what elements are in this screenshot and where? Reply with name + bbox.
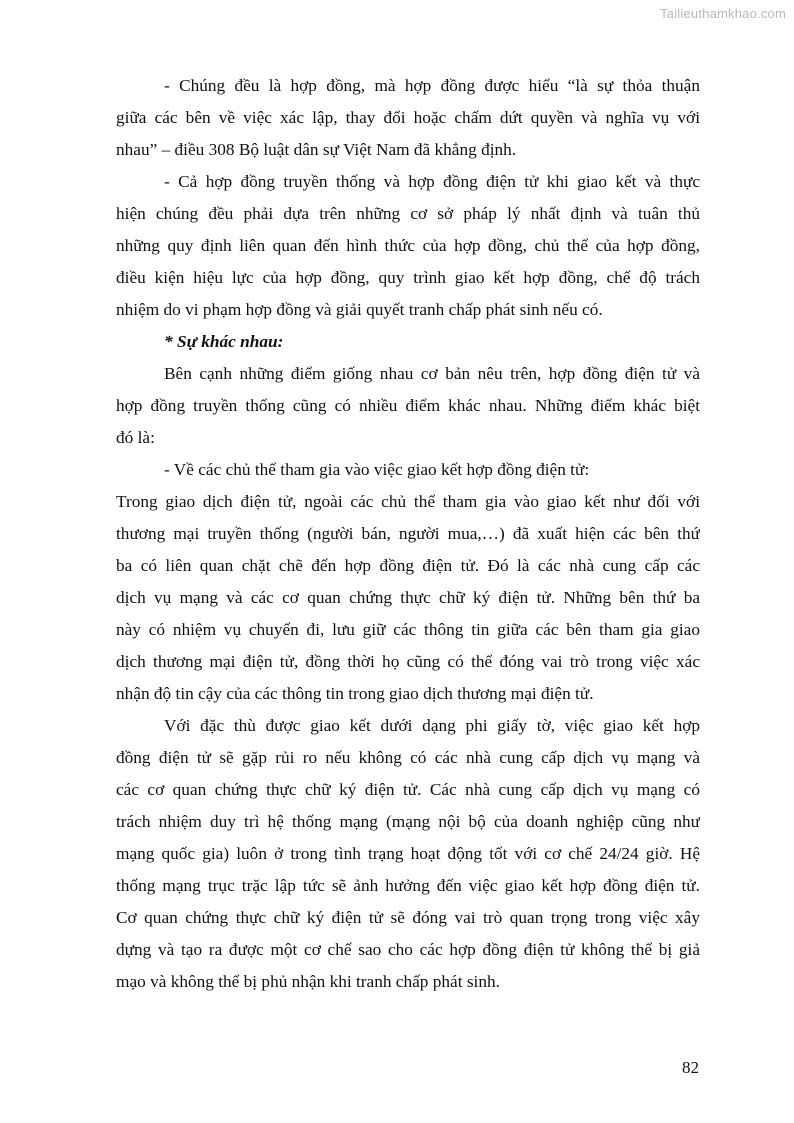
paragraph-line: - Về các chủ thể tham gia vào việc giao kết hợp đồng điện tử: — [164, 460, 590, 479]
paragraph-line: hợp đồng truyền thống cũng có nhiều điểm khác nhau. Những điểm khác biệt — [116, 396, 700, 415]
paragraph-line: ba có liên quan chặt chẽ đến hợp đồng điện tử. Đó là các nhà cung cấp các — [116, 556, 700, 575]
paragraph-line: - Chúng đều là hợp đồng, mà hợp đồng được hiểu “là sự thỏa thuận — [164, 76, 700, 95]
paragraph-line: điều kiện hiệu lực của hợp đồng, quy trình giao kết hợp đồng, chế độ trách — [116, 268, 700, 287]
paragraph-line: nhau” – điều 308 Bộ luật dân sự Việt Nam đã khẳng định. — [116, 140, 517, 159]
paragraph-line: Bên cạnh những điểm giống nhau cơ bản nêu trên, hợp đồng điện tử và — [164, 364, 700, 383]
paragraph-line: đó là: — [116, 428, 155, 447]
paragraph-line: dựng và tạo ra được một cơ chế sao cho các hợp đồng điện tử không thể bị giả — [116, 940, 700, 959]
paragraph-line: hiện chúng đều phải dựa trên những cơ sở pháp lý nhất định và tuân thủ — [116, 204, 700, 223]
paragraph-line: này có nhiệm vụ chuyển đi, lưu giữ các thông tin giữa các bên tham gia giao — [116, 620, 700, 639]
page-number: 82 — [682, 1058, 699, 1077]
paragraph-line: các cơ quan chứng thực chữ ký điện tử. Các nhà cung cấp dịch vụ mạng có — [116, 780, 700, 799]
section-heading: * Sự khác nhau: — [164, 332, 284, 351]
paragraph-line: Cơ quan chứng thực chữ ký điện tử sẽ đóng vai trò quan trọng trong việc xây — [116, 908, 700, 927]
paragraph-line: mạo và không thể bị phủ nhận khi tranh chấp phát sinh. — [116, 972, 500, 991]
paragraph-line: Trong giao dịch điện tử, ngoài các chủ thể tham gia vào giao kết như đối với — [116, 492, 700, 511]
paragraph-line: thống mạng trục trặc lập tức sẽ ảnh hưởng đến việc giao kết hợp đồng điện tử. — [116, 876, 700, 895]
paragraph-line: dịch thương mại điện tử, đồng thời họ cũng có thể đóng vai trò trong việc xác — [116, 652, 700, 671]
paragraph-line: giữa các bên về việc xác lập, thay đổi hoặc chấm dứt quyền và nghĩa vụ với — [116, 108, 700, 127]
paragraph-line: đồng điện tử sẽ gặp rủi ro nếu không có các nhà cung cấp dịch vụ mạng và — [116, 748, 700, 767]
paragraph-line: nhiệm do vi phạm hợp đồng và giải quyết tranh chấp phát sinh nếu có. — [116, 300, 603, 319]
paragraph-line: nhận độ tin cậy của các thông tin trong giao dịch thương mại điện tử. — [116, 684, 594, 703]
paragraph-line: mạng quốc gia) luôn ở trong tình trạng hoạt động tốt với cơ chế 24/24 giờ. Hệ — [116, 844, 700, 863]
paragraph-line: dịch vụ mạng và các cơ quan chứng thực chữ ký điện tử. Những bên thứ ba — [116, 588, 700, 607]
paragraph-line: những quy định liên quan đến hình thức của hợp đồng, chủ thể của hợp đồng, — [116, 236, 700, 255]
document-body — [116, 70, 700, 998]
paragraph-line: thương mại truyền thống (người bán, người mua,…) đã xuất hiện các bên thứ — [116, 524, 700, 543]
paragraph-line: - Cả hợp đồng truyền thống và hợp đồng điện tử khi giao kết và thực — [164, 172, 700, 191]
watermark: Tailieuthamkhao.com — [660, 6, 786, 21]
paragraph-line: trách nhiệm duy trì hệ thống mạng (mạng nội bộ của doanh nghiệp cũng như — [116, 812, 700, 831]
paragraph-line: Với đặc thù được giao kết dưới dạng phi giấy tờ, việc giao kết hợp — [164, 716, 700, 735]
